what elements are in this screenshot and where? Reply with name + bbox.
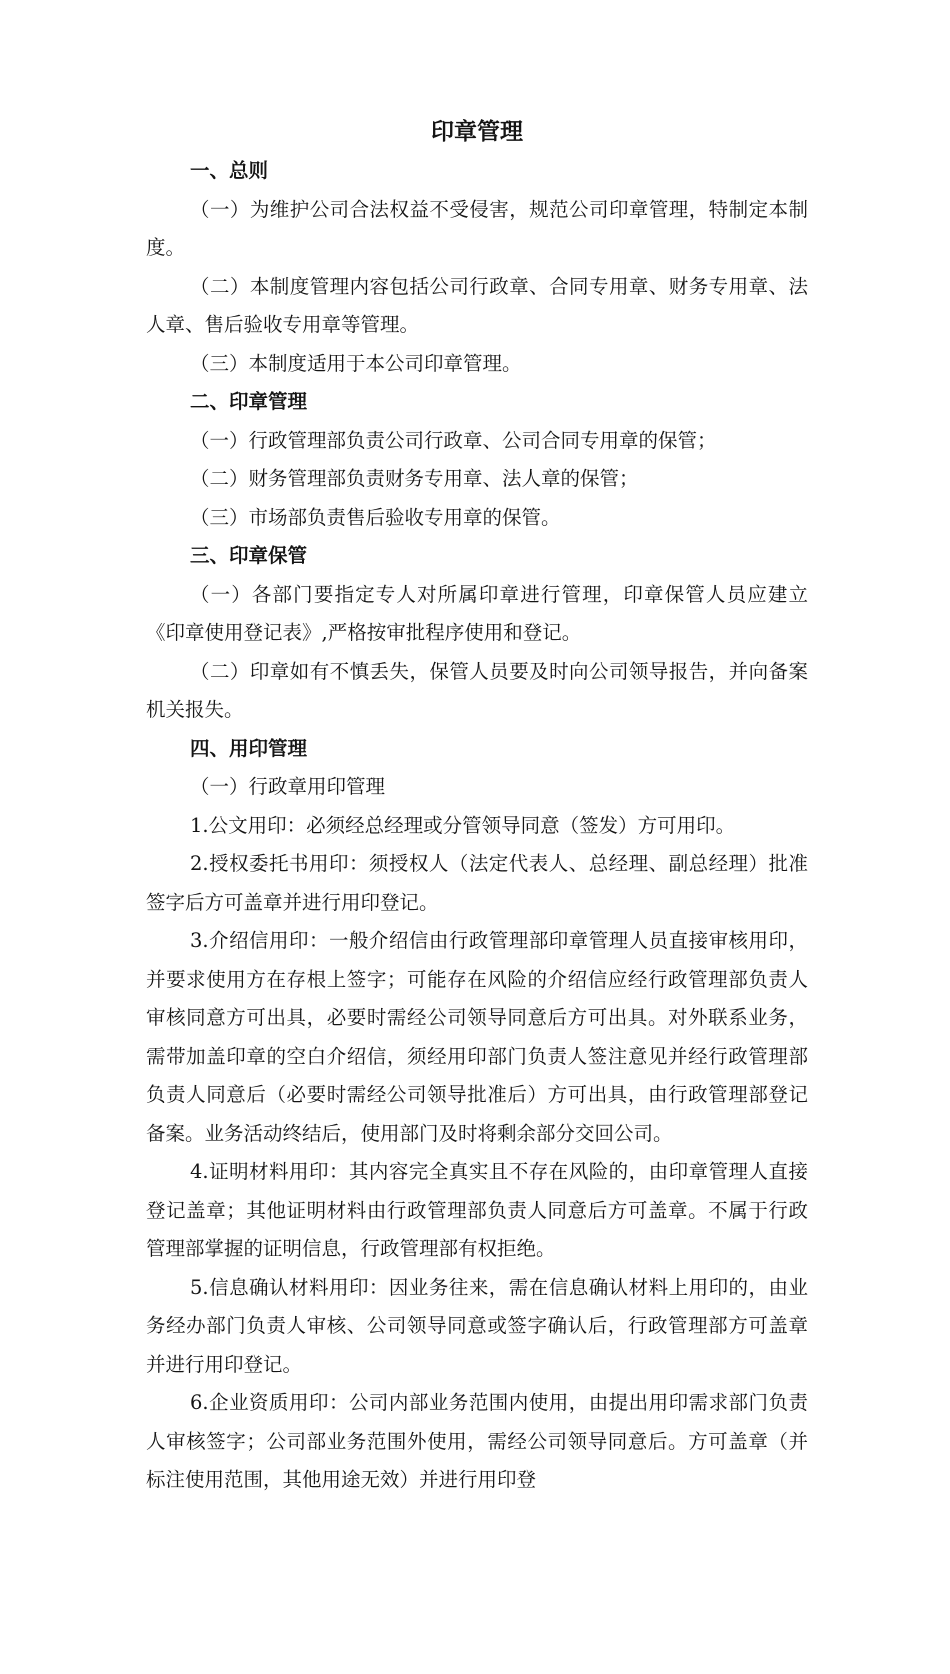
paragraph-seal-usage-1: 1.公文用印：必须经总经理或分管领导同意（签发）方可用印。	[190, 813, 736, 837]
section-heading-seal-management: 二、印章管理	[190, 390, 308, 413]
paragraph-seal-management-3: （三）市场部负责售后验收专用章的保管。	[190, 505, 561, 529]
paragraph-seal-usage-4: 4.证明材料用印：其内容完全真实且不存在风险的，由印章管理人直接登记盖章；其他证明材料由行政管理部负责人同意后方可盖章。不属于行政管理部掌握的证明信息，行政管理部有权拒绝。	[146, 1160, 808, 1260]
paragraph-general-2: （二）本制度管理内容包括公司行政章、合同专用章、财务专用章、法人章、售后验收专用章等管理。	[146, 274, 808, 336]
document-blocks	[146, 152, 808, 1500]
paragraph-seal-usage-3: 3.介绍信用印：一般介绍信由行政管理部印章管理人员直接审核用印，并要求使用方在存根上签字；可能存在风险的介绍信应经行政管理部负责人审核同意方可出具，必要时需经公司领导同意后方可出具。对外联系业务，需带加盖印章的空白介绍信，须经用印部门负责人签注意见并经行政管理部负责人同意后（必要时需经公司领导批准后）方可出具，由行政管理部登记备案。业务活动终结后，使用部门及时将剩余部分交回公司。	[146, 929, 808, 1145]
paragraph-seal-management-2: （二）财务管理部负责财务专用章、法人章的保管；	[190, 467, 639, 490]
paragraph-seal-management-1: （一）行政管理部负责公司行政章、公司合同专用章的保管；	[190, 428, 717, 452]
section-heading-general: 一、总则	[190, 159, 269, 182]
paragraph-seal-custody-2: （二）印章如有不慎丢失，保管人员要及时向公司领导报告，并向备案机关报失。	[146, 659, 808, 721]
paragraph-seal-usage-5: 5.信息确认材料用印：因业务往来，需在信息确认材料上用印的，由业务经办部门负责人审核、公司领导同意或签字确认后，行政管理部方可盖章并进行用印登记。	[146, 1275, 808, 1376]
paragraph-general-1: （一）为维护公司合法权益不受侵害，规范公司印章管理，特制定本制度。	[146, 197, 808, 259]
paragraph-general-3: （三）本制度适用于本公司印章管理。	[190, 351, 522, 375]
document-title: 印章管理	[431, 119, 523, 145]
paragraph-seal-usage-subtitle: （一）行政章用印管理	[190, 775, 386, 798]
paragraph-seal-usage-2: 2.授权委托书用印：须授权人（法定代表人、总经理、副总经理）批准签字后方可盖章并进行用印登记。	[146, 852, 808, 914]
section-heading-seal-custody: 三、印章保管	[190, 544, 308, 567]
paragraph-seal-custody-1: （一）各部门要指定专人对所属印章进行管理，印章保管人员应建立《印章使用登记表》,严格按审批程序使用和登记。	[146, 582, 808, 644]
section-heading-seal-usage: 四、用印管理	[190, 736, 308, 760]
document-body	[146, 112, 808, 1500]
paragraph-seal-usage-6: 6.企业资质用印：公司内部业务范围内使用，由提出用印需求部门负责人审核签字；公司部业务范围外使用，需经公司领导同意后。方可盖章（并标注使用范围，其他用途无效）并进行用印登	[146, 1391, 808, 1491]
